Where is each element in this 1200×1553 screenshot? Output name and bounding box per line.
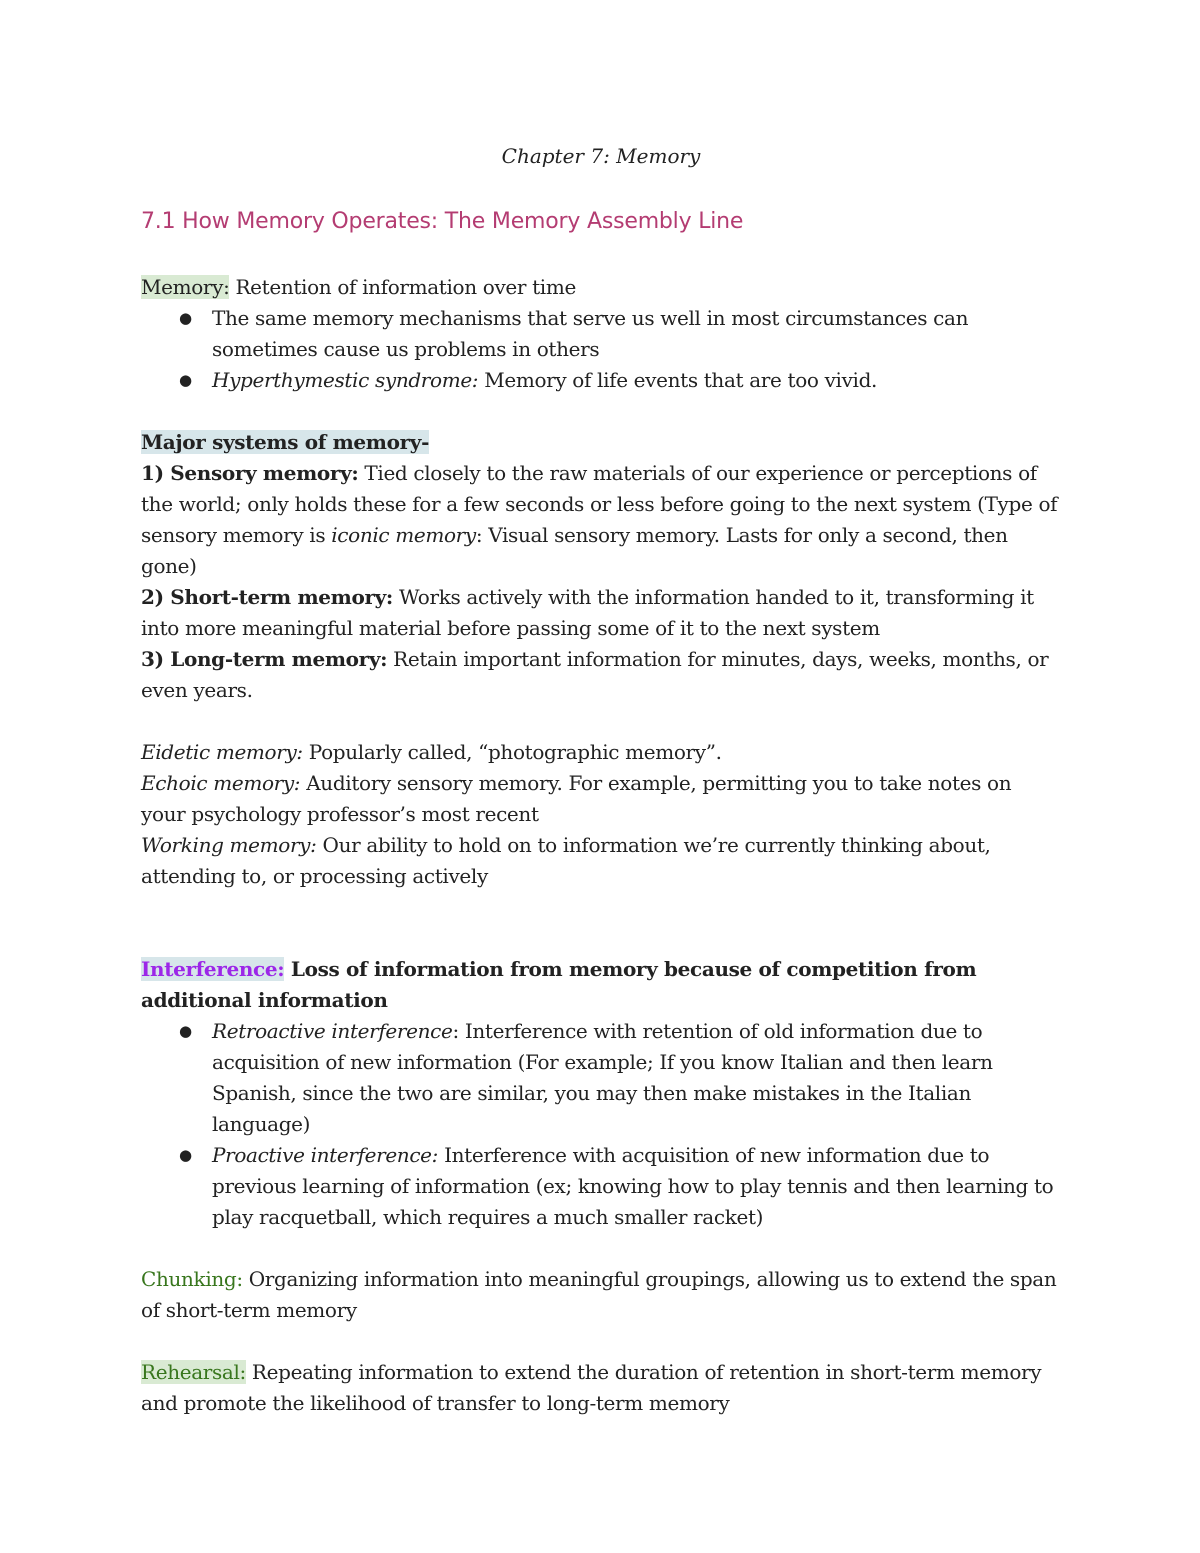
list-item: ● The same memory mechanisms that serve us well in most circumstances can sometimes cause us problems in others (141, 303, 1061, 365)
list-item: ● Hyperthymestic syndrome: Memory of life events that are too vivid. (141, 365, 1061, 396)
system-item-short-term: 2) Short-term memory: Works actively with the information handed to it, transforming it into more meaningful material before passing some of it to the next system (141, 585, 1034, 640)
bullet-icon: ● (179, 1146, 192, 1164)
system-item-sensory: 1) Sensory memory: Tied closely to the raw materials of our experience or perceptions of the world; only holds these for a few seconds or less before going to the next system (Type of sensory memory is iconic memory: Visual sensory memory. Lasts for only a second, then gone) (141, 461, 1058, 578)
chunking-definition: Chunking: Organizing information into meaningful groupings, allowing us to extend the span of short-term memory (141, 1267, 1057, 1322)
memory-term: Memory: (141, 275, 230, 299)
interference-bullet-list (141, 1016, 1061, 1233)
section-heading: 7.1 How Memory Operates: The Memory Assembly Line (141, 209, 744, 234)
bullet-icon: ● (179, 371, 192, 389)
memory-bullet-list (141, 303, 1061, 396)
bullet-icon: ● (179, 309, 192, 327)
interference-term: Interference: (141, 957, 285, 981)
rehearsal-definition: Rehearsal: Repeating information to extend the duration of retention in short-term memory and promote the likelihood of transfer to long-term memory (141, 1360, 1042, 1415)
interference-definition: Interference: Loss of information from memory because of competition from additional information (141, 957, 977, 1012)
hyperthymestic-term: Hyperthymestic syndrome: (212, 368, 479, 392)
list-item: ● Retroactive interference: Interference with retention of old information due to acquisition of new information (For example; If you know Italian and then learn Spanish, since the two are similar, you may then make mistakes in the Italian language) (141, 1016, 1061, 1140)
systems-heading: Major systems of memory- (141, 430, 430, 454)
echoic-memory: Echoic memory: Auditory sensory memory. For example, permitting you to take notes on your psychology professor’s most recent (141, 771, 1012, 826)
list-item: ● Proactive interference: Interference with acquisition of new information due to previous learning of information (ex; knowing how to play tennis and then learning to play racquetball, which requires a much smaller racket) (141, 1140, 1061, 1233)
system-item-long-term: 3) Long-term memory: Retain important information for minutes, days, weeks, months, or even years. (141, 647, 1049, 702)
rehearsal-term: Rehearsal: (141, 1360, 246, 1384)
chapter-title: Chapter 7: Memory (501, 144, 701, 168)
working-memory: Working memory: Our ability to hold on to information we’re currently thinking about, attending to, or processing actively (141, 833, 991, 888)
chunking-term: Chunking: (141, 1267, 243, 1291)
document-body (141, 272, 1061, 1419)
memory-definition-text: Retention of information over time (229, 275, 576, 299)
bullet-icon: ● (179, 1022, 192, 1040)
eidetic-memory: Eidetic memory: Popularly called, “photographic memory”. (141, 740, 722, 764)
memory-definition (141, 272, 1061, 303)
